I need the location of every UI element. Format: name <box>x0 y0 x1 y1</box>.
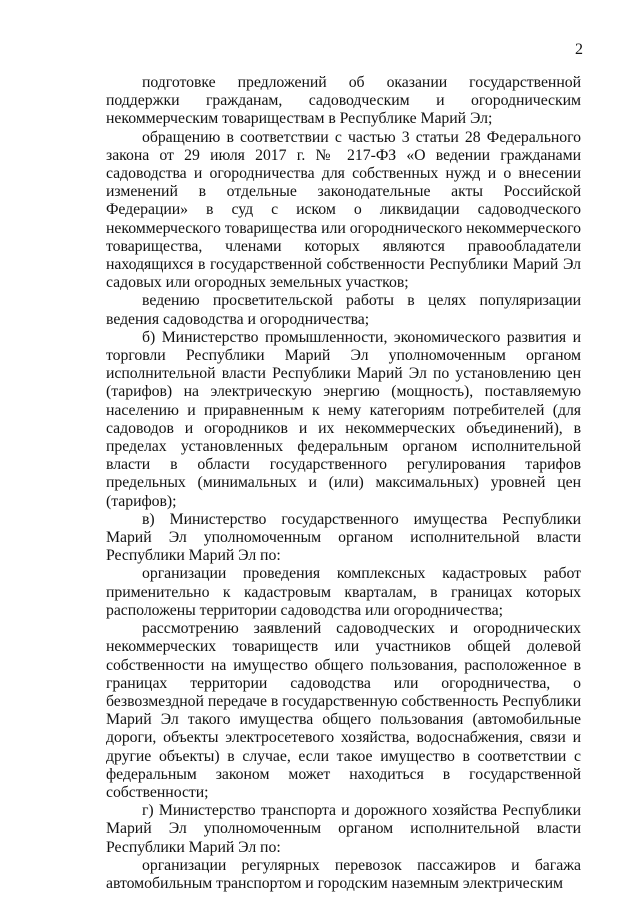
paragraph-educational-work: ведению просветительской работы в целях популяризации ведения садоводства и огородничества; <box>106 292 581 328</box>
paragraph-cadastral-works: организации проведения комплексных кадастровых работ применительно к кадастровым кварталам, в границах которых расположены территории садоводства или огородничества; <box>106 565 581 619</box>
paragraph-ministry-property: в) Министерство государственного имущества Республики Марий Эл уполномоченным органом исполнительной власти Республики Марий Эл по: <box>106 510 581 565</box>
paragraph-court-appeal: обращению в соответствии с частью 3 статьи 28 Федерального закона от 29 июля 2017 г. № 217-ФЗ «О ведении гражданами садоводства и огородничества для собственных нужд и о внесении изменений в отдельные законодательные акты Российской Федерации» в суд с иском о ликвидации садоводческого некоммерческого товарищества или огороднического некоммерческого товарищества, членами которых являются правообладатели находящихся в государственной собственности Республики Марий Эл садовых или огородных земельных участков; <box>106 128 581 292</box>
page-number: 2 <box>575 41 583 58</box>
paragraph-ministry-transport: г) Министерство транспорта и дорожного хозяйства Республики Марий Эл уполномоченным органом исполнительной власти Республики Марий Эл по: <box>106 802 581 856</box>
document-body <box>106 74 581 893</box>
paragraph-support-proposals: подготовке предложений об оказании государственной поддержки гражданам, садоводческим и огородническим некоммерческим товариществам в Республике Марий Эл; <box>106 74 581 128</box>
paragraph-property-transfer: рассмотрению заявлений садоводческих и огороднических некоммерческих товариществ или участников общей долевой собственности на имущество общего пользования, расположенное в границах территории садоводства или огородничества, о безвозмездной передаче в государственную собственность Республики Марий Эл такого имущества общего пользования (автомобильные дороги, объекты электросетевого хозяйства, водоснабжения, связи и другие объекты) в случае, если такое имущество в соответствии с федеральным законом может находиться в государственной собственности; <box>106 620 581 801</box>
paragraph-regular-transport: организации регулярных перевозок пассажиров и багажа автомобильным транспортом и городским наземным электрическим <box>106 856 581 892</box>
paragraph-ministry-industry: б) Министерство промышленности, экономического развития и торговли Республики Марий Эл уполномоченным органом исполнительной власти Республики Марий Эл по установлению цен (тарифов) на электрическую энергию (мощность), поставляемую населению и приравненным к нему категориям потребителей (для садоводов и огородников и их некоммерческих объединений), в пределах установленных федеральным органом исполнительной власти в области государственного регулирования тарифов предельных (минимальных и (или) максимальных) уровней цен (тарифов); <box>106 328 581 510</box>
